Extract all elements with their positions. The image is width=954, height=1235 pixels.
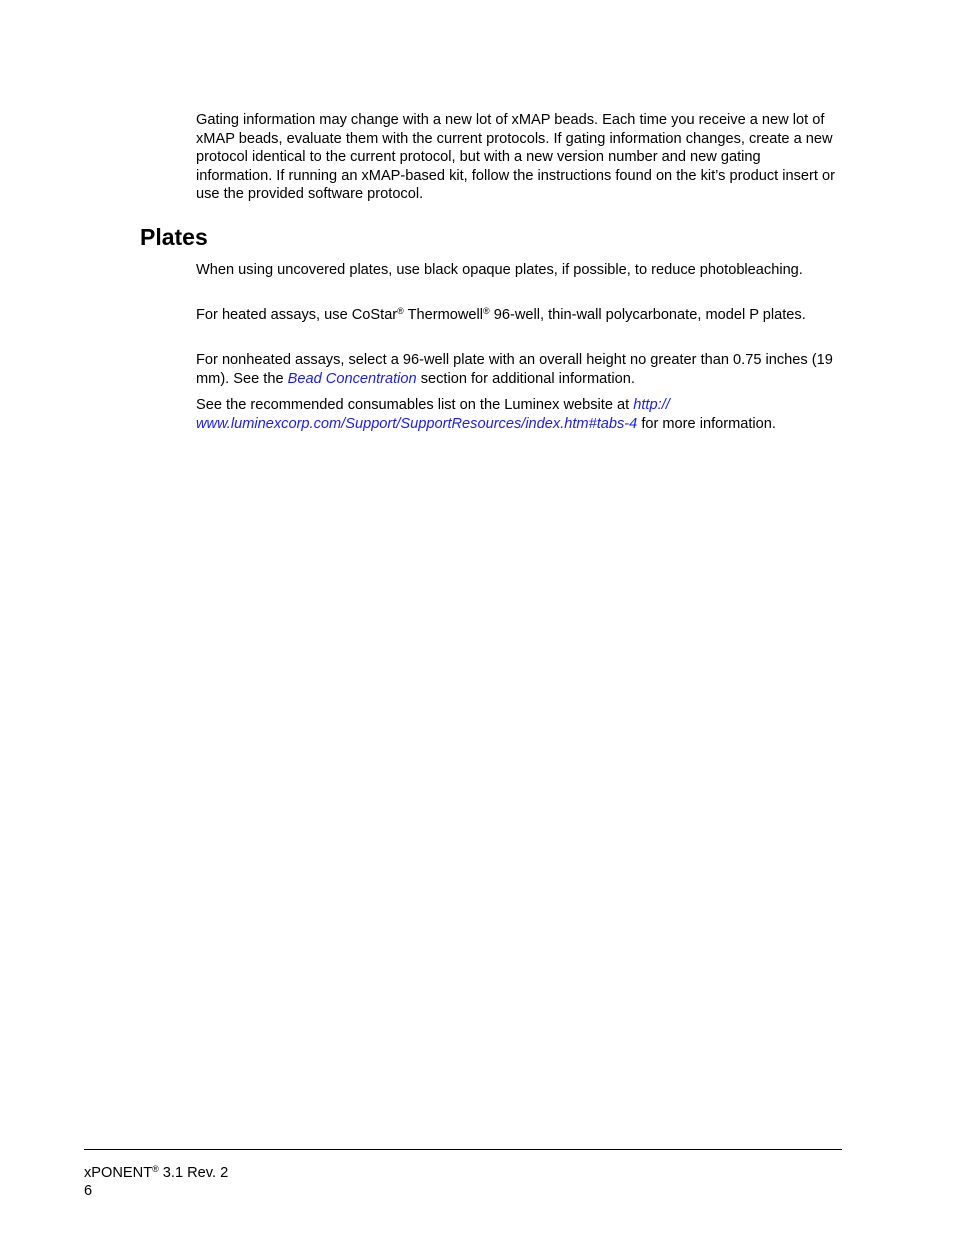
section-heading-plates: Plates	[140, 224, 208, 250]
luminex-link-line-1[interactable]: http://	[633, 397, 670, 413]
intro-paragraph: Gating information may change with a new lot of xMAP beads. Each time you receive a new lot of xMAP beads, evaluate them with the current protocols. If gating information changes, create a new protocol identical to the current protocol, but with a new version number and new gating information. If running an xMAP-based kit, follow the instructions found on the kit’s product insert or use the provided software protocol.	[196, 112, 835, 203]
plates-paragraph-consumables	[196, 396, 836, 433]
plates-paragraph-heated	[196, 306, 836, 325]
nonheated-text-before: For nonheated assays, select a 96-well plate with an overall height no greater than 0.75 inches (19 mm). See the	[196, 352, 833, 387]
page-number: 6	[84, 1183, 93, 1199]
registered-mark: ®	[152, 1164, 159, 1174]
registered-mark: ®	[397, 306, 404, 316]
heated-text-2: Thermowell	[403, 307, 484, 323]
heated-text-1: For heated assays, use CoStar	[196, 307, 398, 323]
consumables-text-before: See the recommended consumables list on the Luminex website at	[196, 397, 634, 413]
nonheated-text-after: section for additional information.	[416, 370, 635, 387]
plates-paragraph-uncovered: When using uncovered plates, use black opaque plates, if possible, to reduce photobleaching.	[196, 262, 803, 278]
footer-divider	[84, 1149, 842, 1150]
registered-mark: ®	[483, 306, 490, 316]
footer-product-version	[84, 1164, 228, 1182]
consumables-text-after: for more information.	[637, 415, 776, 432]
footer-version: 3.1 Rev. 2	[158, 1165, 229, 1181]
bead-concentration-link[interactable]: Bead Concentration	[287, 370, 417, 387]
footer-product-name: xPONENT	[84, 1165, 153, 1181]
plates-paragraph-nonheated	[196, 351, 836, 388]
luminex-link-line-2[interactable]: www.luminexcorp.com/Support/SupportResources/index.htm#tabs-4	[196, 415, 638, 432]
heated-text-3: 96-well, thin-wall polycarbonate, model P plates.	[489, 307, 806, 323]
